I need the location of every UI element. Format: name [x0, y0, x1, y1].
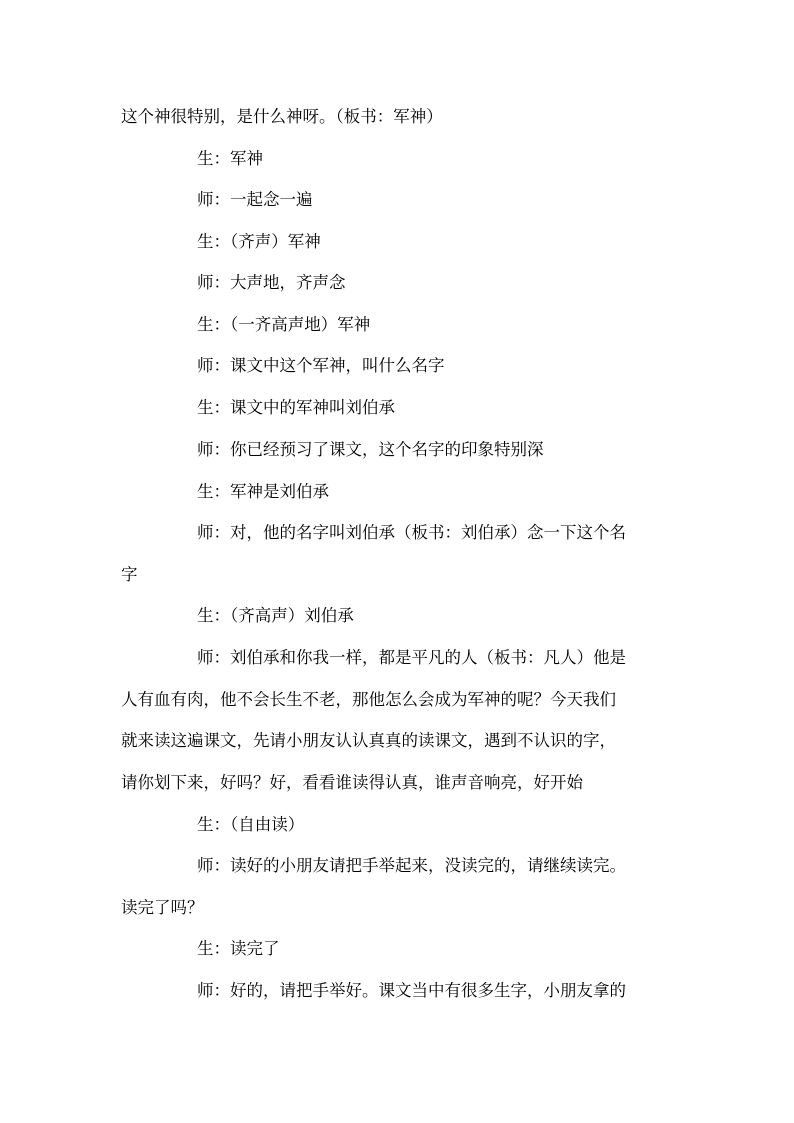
- text-line: 师：好的，请把手举好。课文当中有很多生字，小朋友拿的: [197, 981, 626, 1000]
- text-line: 生：军神: [197, 149, 263, 168]
- text-line: 生：（齐高声）刘伯承: [197, 606, 354, 625]
- text-line: 生：（自由读）: [197, 815, 305, 834]
- text-line: 生：（一齐高声地）军神: [197, 315, 371, 334]
- text-line: 这个神很特别，是什么神呀。（板书：军神）: [121, 107, 443, 126]
- text-line: 师：一起念一遍: [197, 190, 313, 209]
- text-line: 人有血有肉，他不会长生不老，那他怎么会成为军神的呢？今天我们: [121, 690, 616, 709]
- text-line: 生：（齐声）军神: [197, 232, 321, 251]
- text-line: 请你划下来，好吗？好，看看谁读得认真，谁声音响亮，好开始: [121, 773, 583, 792]
- text-line: 师：大声地，齐声念: [197, 273, 346, 292]
- text-line: 师：课文中这个军神，叫什么名字: [197, 356, 445, 375]
- text-line: 师：对，他的名字叫刘伯承（板书：刘伯承）念一下这个名: [197, 523, 626, 542]
- text-line: 生：课文中的军神叫刘伯承: [197, 398, 395, 417]
- text-line: 师：读好的小朋友请把手举起来，没读完的，请继续读完。: [197, 856, 626, 875]
- text-line: 字: [121, 565, 138, 584]
- text-line: 就来读这遍课文，先请小朋友认认真真的读课文，遇到不认识的字，: [121, 731, 616, 750]
- text-line: 生：军神是刘伯承: [197, 482, 329, 501]
- text-line: 生：读完了: [197, 939, 280, 958]
- text-line: 读完了吗？: [121, 898, 204, 917]
- text-line: 师：刘伯承和你我一样，都是平凡的人（板书：凡人）他是: [197, 648, 626, 667]
- text-line: 师：你已经预习了课文，这个名字的印象特别深: [197, 440, 544, 459]
